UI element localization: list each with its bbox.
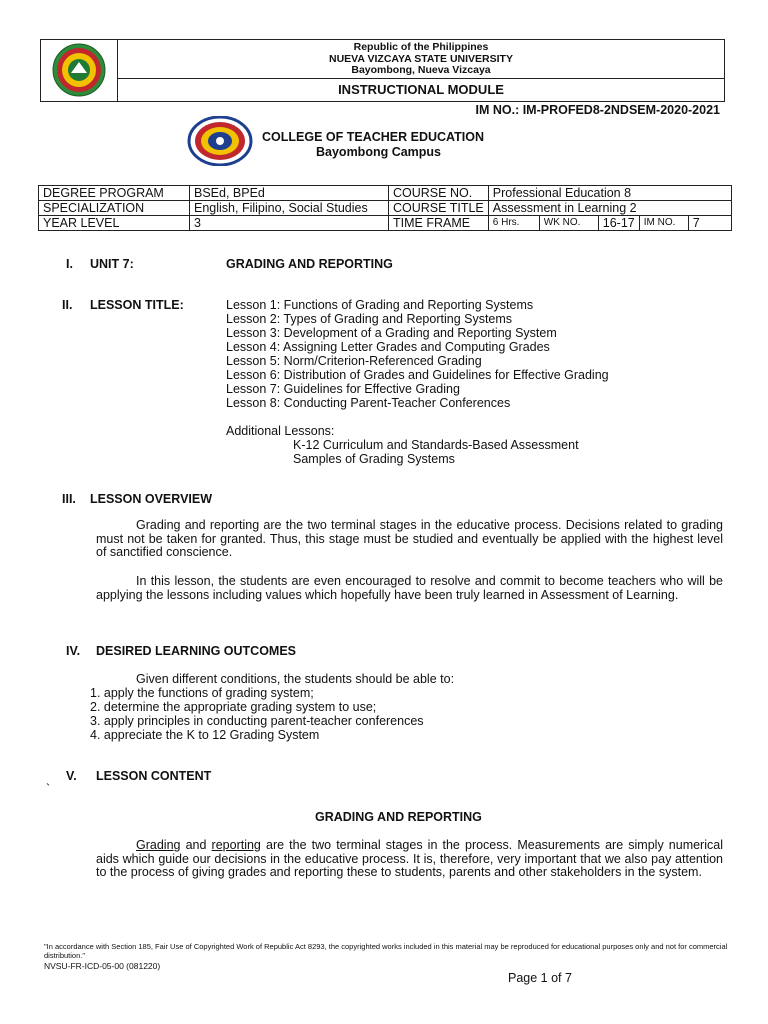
list-item: Lesson 1: Functions of Grading and Reporting Systems — [226, 298, 534, 312]
section-1-number: I. — [66, 257, 73, 271]
degree-program-label: DEGREE PROGRAM — [39, 186, 190, 201]
term-grading: Grading — [136, 838, 181, 852]
college-seal-icon — [187, 116, 253, 166]
header-box — [40, 39, 725, 102]
outcomes-list — [90, 672, 454, 742]
year-level-value: 3 — [190, 216, 389, 231]
content-paragraph — [96, 839, 723, 880]
hours-value: 6 Hrs. — [489, 216, 540, 230]
university-seal-cell — [41, 40, 118, 101]
time-frame-value — [488, 216, 731, 231]
college-campus: Bayombong Campus — [316, 145, 442, 159]
list-item: 2. determine the appropriate grading system to use; — [90, 700, 377, 714]
republic-text: Republic of the Philippines — [353, 41, 489, 53]
page-number: Page 1 of 7 — [508, 971, 572, 985]
table-row — [39, 201, 732, 216]
module-title: INSTRUCTIONAL MODULE — [338, 82, 504, 97]
table-row — [39, 186, 732, 201]
college-block — [262, 130, 484, 160]
specialization-label: SPECIALIZATION — [39, 201, 190, 216]
section-3-label: LESSON OVERVIEW — [90, 492, 213, 506]
section-4-number: IV. — [66, 644, 81, 658]
time-frame-label: TIME FRAME — [389, 216, 489, 231]
list-item: Lesson 8: Conducting Parent-Teacher Conferences — [226, 396, 511, 410]
course-title-label: COURSE TITLE — [389, 201, 489, 216]
im-label: IM NO. — [640, 216, 689, 230]
section-2-number: II. — [62, 298, 73, 312]
specialization-value: English, Filipino, Social Studies — [190, 201, 389, 216]
list-item: Lesson 7: Guidelines for Effective Grading — [226, 382, 460, 396]
list-item: Lesson 5: Norm/Criterion-Referenced Grading — [226, 354, 482, 368]
section-3-number: III. — [62, 492, 76, 506]
course-no-value: Professional Education 8 — [488, 186, 731, 201]
im-value: 7 — [692, 216, 700, 230]
list-item: K-12 Curriculum and Standards-Based Assessment — [293, 438, 579, 452]
year-level-label: YEAR LEVEL — [39, 216, 190, 231]
term-reporting: reporting — [211, 838, 261, 852]
degree-program-value: BSEd, BPEd — [190, 186, 389, 201]
table-row — [39, 216, 732, 231]
section-5-number: V. — [66, 769, 77, 783]
course-no-label: COURSE NO. — [389, 186, 489, 201]
section-4-label: DESIRED LEARNING OUTCOMES — [96, 644, 297, 658]
additional-lessons-label: Additional Lessons: — [226, 424, 335, 438]
week-label: WK NO. — [540, 216, 599, 230]
course-info-table — [38, 185, 732, 231]
course-title-value: Assessment in Learning 2 — [488, 201, 731, 216]
college-name: COLLEGE OF TEACHER EDUCATION — [262, 130, 484, 144]
unit-title: GRADING AND REPORTING — [226, 257, 393, 271]
content-paragraph-text: are the two terminal stages in the process. Measurements are simply numerical aids which guide our decisions in the educative process. It is, therefore, very important that we also pay attention to the process of giving grades and reporting these to students, parents and other stakeholders in the system. — [96, 838, 723, 879]
overview-paragraph-2: In this lesson, the students are even encouraged to resolve and commit to become teachers who will be applying the lessons including values which hopefully have been truly learned in Assessment of Learning. — [96, 574, 723, 602]
im-number: IM NO.: IM-PROFED8-2NDSEM-2020-2021 — [475, 103, 720, 117]
lesson-list — [226, 298, 609, 466]
section-2-label: LESSON TITLE: — [90, 298, 184, 312]
stray-mark: ` — [46, 782, 51, 796]
list-item: 4. appreciate the K to 12 Grading System — [90, 728, 320, 742]
section-1-label: UNIT 7: — [90, 257, 134, 271]
copyright-note: "In accordance with Section 185, Fair Use of Copyrighted Work of Republic Act 8293, the copyrighted works included in this material may be reproduced for educational purposes only and not for commercial distribution." — [44, 942, 728, 960]
list-item: 1. apply the functions of grading system; — [90, 686, 314, 700]
list-item: Lesson 4: Assigning Letter Grades and Computing Grades — [226, 340, 550, 354]
university-location: Bayombong, Nueva Vizcaya — [351, 64, 491, 76]
list-item: Lesson 2: Types of Grading and Reporting Systems — [226, 312, 513, 326]
university-name: NUEVA VIZCAYA STATE UNIVERSITY — [329, 52, 513, 65]
content-heading: GRADING AND REPORTING — [315, 810, 482, 824]
list-item: Lesson 6: Distribution of Grades and Guidelines for Effective Grading — [226, 368, 609, 382]
section-5-label: LESSON CONTENT — [96, 769, 212, 783]
list-item: Samples of Grading Systems — [293, 452, 455, 466]
outcomes-intro: Given different conditions, the students should be able to: — [136, 672, 455, 686]
week-value: 16-17 — [599, 216, 640, 230]
overview-paragraph-1: Grading and reporting are the two terminal stages in the educative process. Decisions related to grading must not be taken for granted. Thus, this stage must be studied and eventually be applied with the highest level of sanctified conscience. — [96, 518, 723, 559]
form-code: NVSU-FR-ICD-05-00 (081220) — [44, 961, 161, 971]
connector-text: and — [180, 838, 212, 852]
list-item: Lesson 3: Development of a Grading and Reporting System — [226, 326, 557, 340]
university-heading — [118, 40, 724, 79]
university-seal-icon — [41, 40, 117, 101]
list-item: 3. apply principles in conducting parent-teacher conferences — [90, 714, 424, 728]
